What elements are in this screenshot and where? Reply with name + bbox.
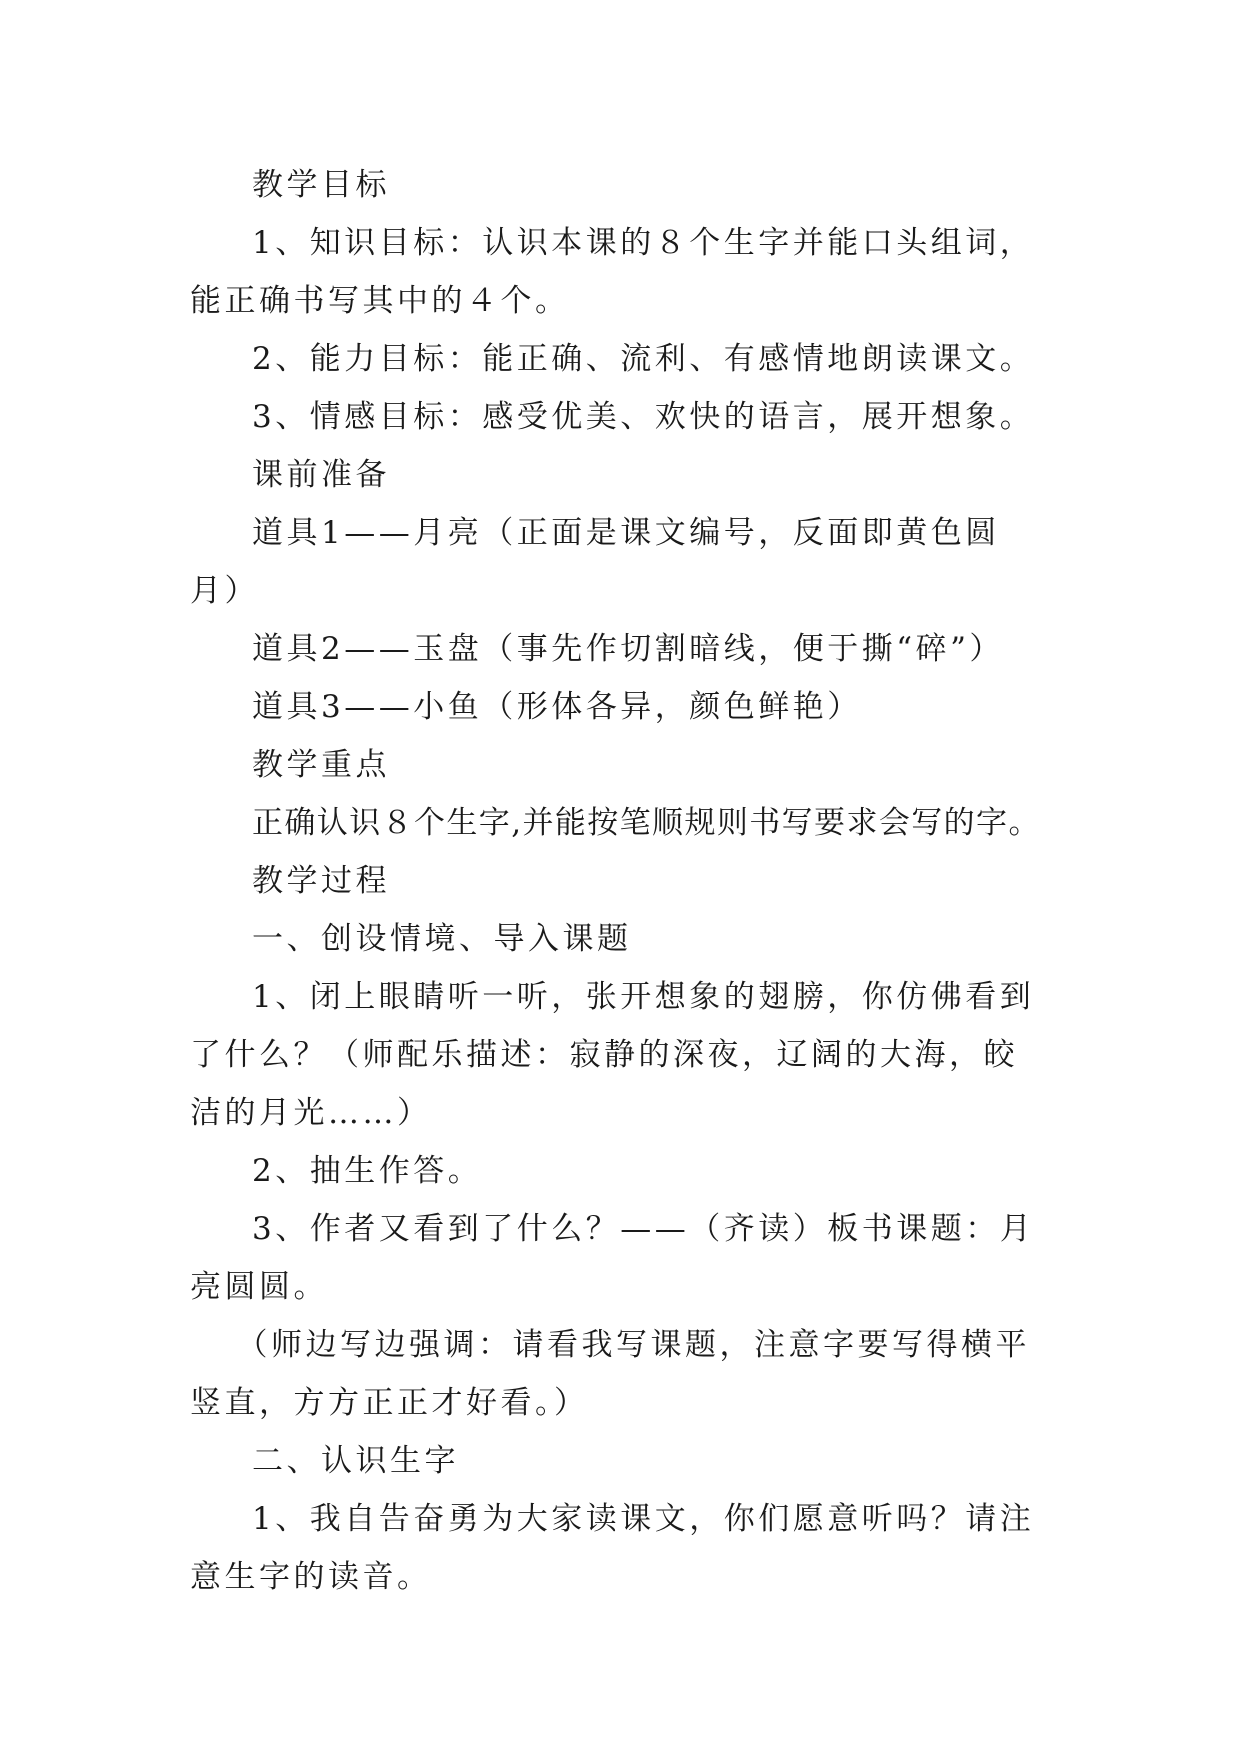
teacher-note: （师边写边强调：请看我写课题，注意字要写得横平竖直，方方正正才好看。）	[190, 1327, 1030, 1421]
step-2-1: 1、我自告奋勇为大家读课文，你们愿意听吗？请注意生字的读音。	[190, 1501, 1035, 1595]
prop-1: 道具1——月亮（正面是课文编号，反面即黄色圆月）	[190, 515, 1000, 609]
section-two-title: 二、认识生字	[252, 1443, 459, 1479]
document-body	[190, 156, 1052, 1606]
goal-emotion: 3、情感目标：感受优美、欢快的语言，展开想象。	[252, 399, 1035, 435]
key-point-text: 正确认识８个生字,并能按笔顺规则书写要求会写的字。	[252, 805, 1041, 841]
prop-3: 道具3——小鱼（形体各异，颜色鲜艳）	[252, 689, 862, 725]
goal-ability: 2、能力目标：能正确、流利、有感情地朗读课文。	[252, 341, 1035, 377]
heading-key-points: 教学重点	[252, 747, 390, 783]
section-one-title: 一、创设情境、导入课题	[252, 921, 632, 957]
step-1-2: 2、抽生作答。	[252, 1153, 483, 1189]
heading-teaching-process: 教学过程	[252, 863, 390, 899]
step-1-1: 1、闭上眼睛听一听，张开想象的翅膀，你仿佛看到了什么？（师配乐描述：寂静的深夜，辽阔的大海，皎洁的月光……）	[190, 979, 1035, 1131]
heading-preparation: 课前准备	[252, 457, 390, 493]
prop-2: 道具2——玉盘（事先作切割暗线，便于撕“碎”）	[252, 631, 1004, 667]
step-1-3: 3、作者又看到了什么？——（齐读）板书课题：月亮圆圆。	[190, 1211, 1035, 1305]
heading-teaching-goals: 教学目标	[252, 167, 390, 203]
goal-knowledge: 1、知识目标：认识本课的８个生字并能口头组词，能正确书写其中的４个。	[190, 225, 1035, 319]
